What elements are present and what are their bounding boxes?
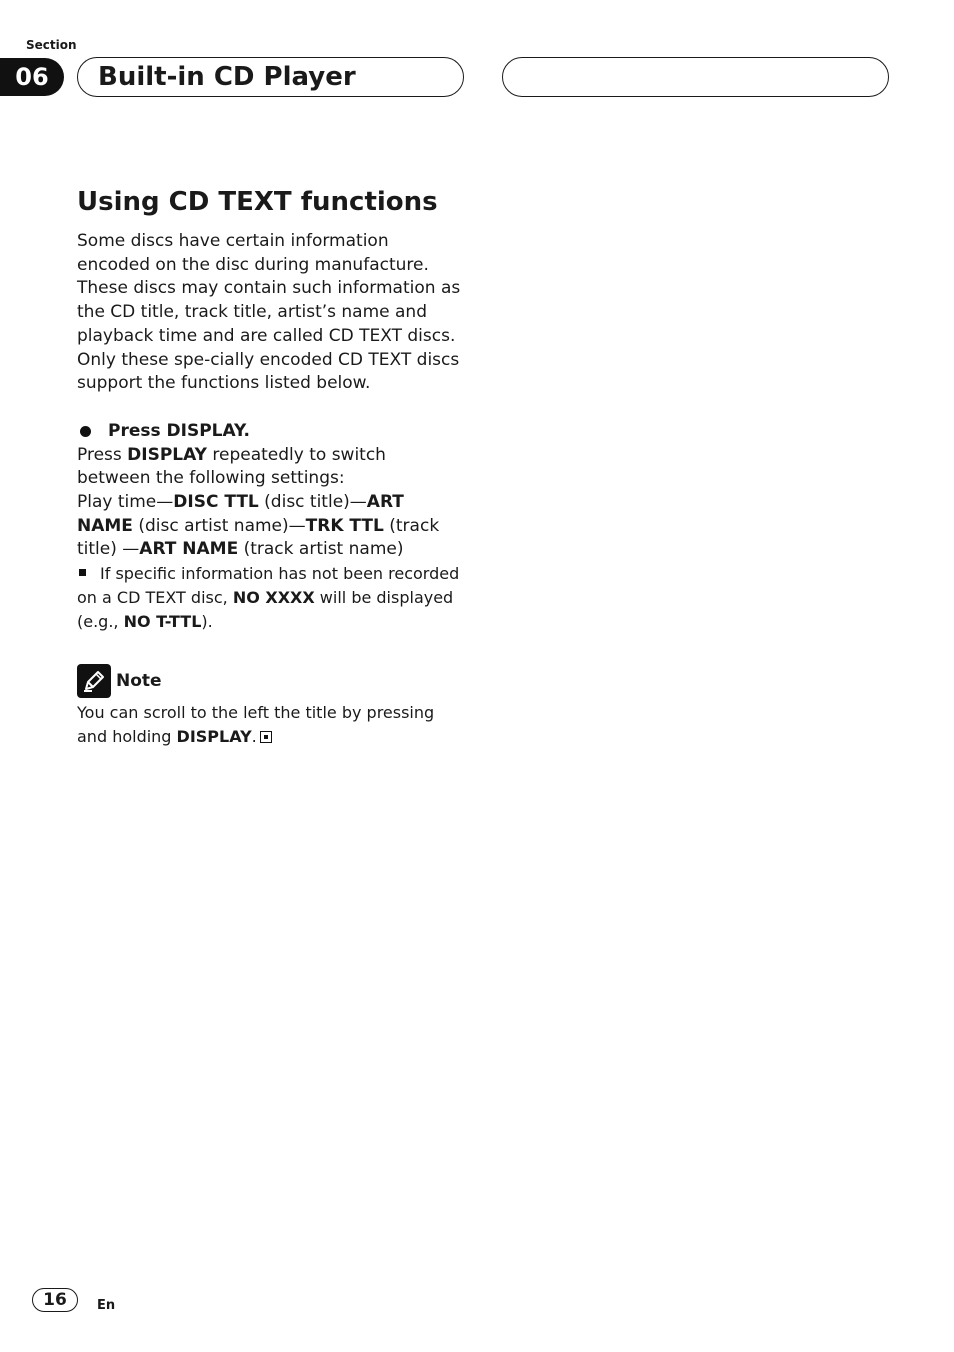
step-instruction [77,420,462,444]
section-label: Section [26,38,77,52]
section-number-badge: 06 [0,58,64,96]
pencil-icon [77,664,111,698]
empty-header-box [502,57,889,97]
language-code: En [97,1298,116,1313]
square-bullet-icon [79,569,86,576]
bullet-dot-icon [80,426,91,437]
note-header [77,663,462,699]
page-number: 16 [32,1288,78,1312]
display-sequence: Play time—DISC TTL (disc title)—ART NAME (disc artist name)—TRK TTL (track title) —ART NAME (track artist name) [77,492,440,560]
info-note: If specific information has not been recorded on a CD TEXT disc, NO XXXX will be displayed (e.g., NO T-TTL). [77,564,460,632]
step-description: Press DISPLAY repeatedly to switch between the following settings: [77,444,386,489]
note-text: You can scroll to the left the title by pressing and holding DISPLAY. [77,703,435,747]
chapter-title: Built-in CD Player [98,62,356,92]
intro-paragraph: Some discs have certain information encoded on the disc during manufacture. These discs may contain such information as the CD title, track title, artist’s name and playback time and are called CD TEXT discs. Only these spe-cially encoded CD TEXT discs support the functions listed below. [77,231,461,394]
step-label: Press DISPLAY. [108,420,250,441]
section-heading: Using CD TEXT functions [77,187,438,217]
main-content [77,184,462,749]
note-label: Note [116,671,162,692]
chapter-title-box [77,57,464,97]
end-of-section-icon [260,731,272,743]
